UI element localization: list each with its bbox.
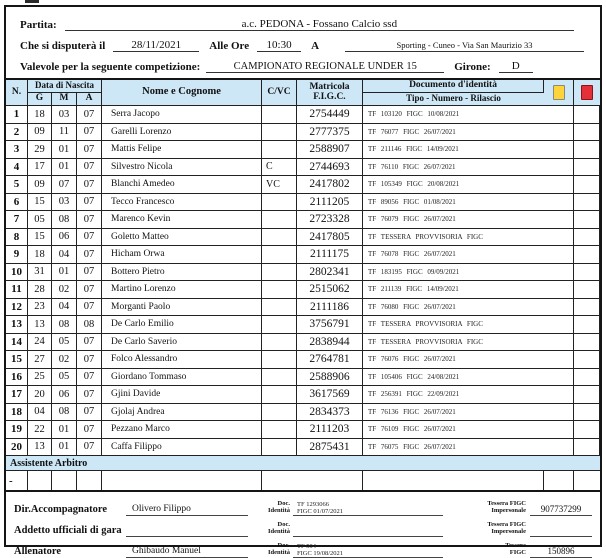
col-header-yellow xyxy=(544,80,574,106)
assistente-name xyxy=(102,471,262,490)
player-dob-month: 11 xyxy=(52,124,77,142)
player-matricola: 2875431 xyxy=(297,439,363,457)
assistente-dob-year xyxy=(77,471,102,490)
player-captain-flag xyxy=(262,404,297,422)
player-dob-year: 07 xyxy=(77,386,102,404)
yellow-card-cell xyxy=(544,334,574,352)
yellow-card-cell xyxy=(544,369,574,387)
col-header-matricola xyxy=(297,80,363,106)
player-number: 12 xyxy=(6,299,28,317)
assistente-yellow-cell xyxy=(544,471,574,490)
player-matricola: 2111203 xyxy=(297,421,363,439)
red-card-cell xyxy=(574,386,600,404)
player-name: Gjolaj Andrea xyxy=(102,404,262,422)
roster-table xyxy=(6,78,600,492)
player-captain-flag xyxy=(262,439,297,457)
player-matricola: 2777375 xyxy=(297,124,363,142)
tessera-value xyxy=(530,535,592,537)
time-value: 10:30 xyxy=(257,39,301,52)
player-name: Garelli Lorenzo xyxy=(102,124,262,142)
player-dob-month: 06 xyxy=(52,386,77,404)
yellow-card-cell xyxy=(544,159,574,177)
doc-identita-label: Doc. Identità xyxy=(267,521,290,536)
red-card-cell xyxy=(574,439,600,457)
player-captain-flag xyxy=(262,334,297,352)
player-document: TF 76110 FIGC 26/07/2021 xyxy=(363,159,544,177)
player-name: Silvestro Nicola xyxy=(102,159,262,177)
yellow-card-icon xyxy=(553,85,565,100)
player-number: 6 xyxy=(6,194,28,212)
assistente-red-cell xyxy=(574,471,600,490)
player-captain-flag: C xyxy=(262,159,297,177)
player-dob-month: 03 xyxy=(52,106,77,124)
yellow-card-cell xyxy=(544,194,574,212)
player-dob-year: 07 xyxy=(77,141,102,159)
player-number: 15 xyxy=(6,351,28,369)
player-dob-day: 17 xyxy=(28,159,52,177)
player-document: TF 76076 FIGC 26/07/2021 xyxy=(363,351,544,369)
player-number: 18 xyxy=(6,404,28,422)
player-dob-month: 02 xyxy=(52,281,77,299)
player-dob-year: 07 xyxy=(77,194,102,212)
player-captain-flag xyxy=(262,246,297,264)
player-name: De Carlo Saverio xyxy=(102,334,262,352)
player-dob-day: 22 xyxy=(28,421,52,439)
player-name: Goletto Matteo xyxy=(102,229,262,247)
yellow-card-cell xyxy=(544,246,574,264)
red-card-cell xyxy=(574,281,600,299)
player-dob-month: 01 xyxy=(52,159,77,177)
date-label: Che si disputerà il xyxy=(20,40,106,52)
official-name xyxy=(126,535,248,537)
yellow-card-cell xyxy=(544,229,574,247)
assistente-document xyxy=(363,471,544,490)
player-matricola: 2754449 xyxy=(297,106,363,124)
match-line xyxy=(20,12,590,31)
yellow-card-cell xyxy=(544,281,574,299)
player-document: TF 211146 FIGC 14/09/2021 xyxy=(363,141,544,159)
matricola-header-line1: Matricola xyxy=(309,81,350,92)
player-dob-day: 20 xyxy=(28,386,52,404)
player-dob-year: 07 xyxy=(77,229,102,247)
player-dob-day: 15 xyxy=(28,229,52,247)
player-dob-day: 18 xyxy=(28,246,52,264)
player-name: Gjini Davide xyxy=(102,386,262,404)
player-dob-year: 07 xyxy=(77,439,102,457)
player-dob-day: 15 xyxy=(28,194,52,212)
player-dob-day: 13 xyxy=(28,316,52,334)
yellow-card-cell xyxy=(544,351,574,369)
player-number: 9 xyxy=(6,246,28,264)
date-value: 28/11/2021 xyxy=(113,39,199,52)
yellow-card-cell xyxy=(544,141,574,159)
red-card-cell xyxy=(574,229,600,247)
official-doc-value: TF 1293066 FIGC 01/07/2021 xyxy=(293,501,443,516)
tessera-label: Tessera FIGC xyxy=(505,542,526,557)
time-label: Alle Ore xyxy=(209,40,250,52)
red-card-cell xyxy=(574,316,600,334)
player-number: 5 xyxy=(6,176,28,194)
role-label: Allenatore xyxy=(14,546,62,557)
player-dob-month: 08 xyxy=(52,316,77,334)
player-dob-month: 01 xyxy=(52,421,77,439)
player-number: 11 xyxy=(6,281,28,299)
player-document: TF 183195 FIGC 09/09/2021 xyxy=(363,264,544,282)
player-matricola: 2111186 xyxy=(297,299,363,317)
player-number: 20 xyxy=(6,439,28,457)
player-captain-flag xyxy=(262,369,297,387)
yellow-card-cell xyxy=(544,386,574,404)
red-card-cell xyxy=(574,334,600,352)
red-card-cell xyxy=(574,299,600,317)
col-header-document-sub: Tipo - Numero - Rilascio xyxy=(363,93,544,106)
player-matricola: 3617569 xyxy=(297,386,363,404)
player-dob-day: 24 xyxy=(28,334,52,352)
player-dob-day: 28 xyxy=(28,281,52,299)
player-document: TF TESSERA PROVVISORIA FIGC xyxy=(363,334,544,352)
player-dob-day: 31 xyxy=(28,264,52,282)
red-card-cell xyxy=(574,141,600,159)
venue-value: Sporting - Cuneo - Via San Maurizio 33 xyxy=(345,40,584,52)
competition-line xyxy=(20,54,590,73)
player-number: 4 xyxy=(6,159,28,177)
date-time-line xyxy=(20,33,590,52)
assistente-arbitro-band: Assistente Arbitro xyxy=(6,456,600,471)
player-name: Pezzano Marco xyxy=(102,421,262,439)
player-dob-month: 08 xyxy=(52,211,77,229)
player-dob-day: 05 xyxy=(28,211,52,229)
player-dob-year: 07 xyxy=(77,246,102,264)
player-dob-year: 07 xyxy=(77,176,102,194)
player-captain-flag xyxy=(262,211,297,229)
player-name: Folco Alessandro xyxy=(102,351,262,369)
player-captain-flag xyxy=(262,386,297,404)
player-dob-month: 05 xyxy=(52,369,77,387)
player-name: Hicham Orwa xyxy=(102,246,262,264)
at-label: A xyxy=(311,40,320,52)
player-matricola: 2111175 xyxy=(297,246,363,264)
player-number: 8 xyxy=(6,229,28,247)
player-matricola: 3756791 xyxy=(297,316,363,334)
player-matricola: 2744693 xyxy=(297,159,363,177)
player-captain-flag xyxy=(262,316,297,334)
girone-value: D xyxy=(499,60,533,73)
competition-label: Valevole per la seguente competizione: xyxy=(20,61,201,73)
player-dob-year: 07 xyxy=(77,404,102,422)
tessera-value: 150896 xyxy=(530,546,592,558)
col-header-number: N. xyxy=(6,80,28,106)
player-matricola: 2111205 xyxy=(297,194,363,212)
player-matricola: 2838944 xyxy=(297,334,363,352)
official-name: Ghibaudo Manuel xyxy=(126,546,248,558)
assistente-matricola xyxy=(297,471,363,490)
player-dob-day: 18 xyxy=(28,106,52,124)
player-document: TF 76079 FIGC 26/07/2021 xyxy=(363,211,544,229)
player-dob-month: 01 xyxy=(52,264,77,282)
player-captain-flag xyxy=(262,194,297,212)
player-captain-flag xyxy=(262,281,297,299)
official-row-addetto xyxy=(14,517,592,537)
red-card-cell xyxy=(574,369,600,387)
player-dob-year: 08 xyxy=(77,316,102,334)
player-document: TF TESSERA PROVVISORIA FIGC xyxy=(363,316,544,334)
player-captain-flag xyxy=(262,351,297,369)
player-dob-day: 25 xyxy=(28,369,52,387)
tessera-value: 907737299 xyxy=(530,504,592,516)
player-dob-day: 23 xyxy=(28,299,52,317)
player-dob-month: 02 xyxy=(52,351,77,369)
red-card-cell xyxy=(574,404,600,422)
red-card-cell xyxy=(574,106,600,124)
player-captain-flag xyxy=(262,299,297,317)
player-number: 1 xyxy=(6,106,28,124)
player-name: Martino Lorenzo xyxy=(102,281,262,299)
player-number: 13 xyxy=(6,316,28,334)
player-dob-month: 03 xyxy=(52,194,77,212)
official-row-accompagnatore xyxy=(14,496,592,516)
player-name: Giordano Tommaso xyxy=(102,369,262,387)
red-card-cell xyxy=(574,351,600,369)
player-document: TF TESSERA PROVVISORIA FIGC xyxy=(363,229,544,247)
player-matricola: 2588907 xyxy=(297,141,363,159)
player-name: Blanchi Amedeo xyxy=(102,176,262,194)
player-captain-flag xyxy=(262,421,297,439)
player-number: 7 xyxy=(6,211,28,229)
player-document: TF 256391 FIGC 22/09/2021 xyxy=(363,386,544,404)
competition-value: CAMPIONATO REGIONALE UNDER 15 xyxy=(206,61,444,73)
yellow-card-cell xyxy=(544,404,574,422)
tessera-label: Tessera FIGC Impersonale xyxy=(487,521,526,536)
player-document: TF 76078 FIGC 26/07/2021 xyxy=(363,246,544,264)
red-card-cell xyxy=(574,176,600,194)
red-card-cell xyxy=(574,159,600,177)
matricola-header-line2: F.I.G.C. xyxy=(313,91,346,102)
scan-artifact xyxy=(25,0,39,3)
yellow-card-cell xyxy=(544,439,574,457)
partita-label: Partita: xyxy=(20,19,57,31)
match-roster-form xyxy=(4,5,602,557)
player-dob-month: 01 xyxy=(52,439,77,457)
player-document: TF 89056 FIGC 01/08/2021 xyxy=(363,194,544,212)
player-document: TF 76075 FIGC 26/07/2021 xyxy=(363,439,544,457)
player-dob-year: 07 xyxy=(77,299,102,317)
player-name: Marenco Kevin xyxy=(102,211,262,229)
girone-label: Girone: xyxy=(454,61,491,73)
yellow-card-cell xyxy=(544,124,574,142)
player-dob-year: 07 xyxy=(77,159,102,177)
player-dob-day: 09 xyxy=(28,176,52,194)
player-document: TF 76136 FIGC 26/07/2021 xyxy=(363,404,544,422)
partita-value: a.c. PEDONA - Fossano Calcio ssd xyxy=(65,18,574,31)
red-card-cell xyxy=(574,264,600,282)
player-dob-day: 29 xyxy=(28,141,52,159)
tessera-label: Tessera FIGC Impersonale xyxy=(487,500,526,515)
player-document: TF 211139 FIGC 14/09/2021 xyxy=(363,281,544,299)
player-matricola: 2588906 xyxy=(297,369,363,387)
player-dob-year: 07 xyxy=(77,106,102,124)
official-name: Olivero Filippo xyxy=(126,504,248,516)
player-number: 14 xyxy=(6,334,28,352)
player-dob-year: 07 xyxy=(77,369,102,387)
player-matricola: 2417805 xyxy=(297,229,363,247)
player-dob-year: 07 xyxy=(77,124,102,142)
player-dob-day: 09 xyxy=(28,124,52,142)
player-document: TF 105406 FIGC 24/08/2021 xyxy=(363,369,544,387)
player-matricola: 2764781 xyxy=(297,351,363,369)
yellow-card-cell xyxy=(544,299,574,317)
yellow-card-cell xyxy=(544,106,574,124)
player-dob-month: 04 xyxy=(52,299,77,317)
player-matricola: 2515062 xyxy=(297,281,363,299)
official-row-allenatore xyxy=(14,538,592,558)
player-name: De Carlo Emilio xyxy=(102,316,262,334)
red-card-cell xyxy=(574,194,600,212)
player-matricola: 2417802 xyxy=(297,176,363,194)
red-card-cell xyxy=(574,124,600,142)
player-name: Serra Jacopo xyxy=(102,106,262,124)
player-captain-flag xyxy=(262,141,297,159)
official-doc-value: TF 594 FIGC 19/08/2021 xyxy=(293,543,443,558)
doc-identita-label: Doc. Identità xyxy=(267,542,290,557)
player-captain-flag xyxy=(262,106,297,124)
player-document: TF 105349 FIGC 20/08/2021 xyxy=(363,176,544,194)
player-captain-flag xyxy=(262,264,297,282)
assistente-dob-day xyxy=(28,471,52,490)
col-header-dob-month: M xyxy=(52,93,77,106)
role-label: Addetto ufficiali di gara xyxy=(14,525,122,536)
player-dob-month: 06 xyxy=(52,229,77,247)
player-number: 3 xyxy=(6,141,28,159)
player-number: 19 xyxy=(6,421,28,439)
player-dob-year: 07 xyxy=(77,281,102,299)
player-name: Tecco Francesco xyxy=(102,194,262,212)
red-card-cell xyxy=(574,421,600,439)
player-dob-month: 01 xyxy=(52,141,77,159)
player-dob-year: 07 xyxy=(77,334,102,352)
col-header-captain: C/VC xyxy=(262,80,297,106)
player-captain-flag xyxy=(262,229,297,247)
col-header-dob-year: A xyxy=(77,93,102,106)
player-name: Morganti Paolo xyxy=(102,299,262,317)
player-dob-day: 13 xyxy=(28,439,52,457)
red-card-icon xyxy=(581,85,593,100)
player-document: TF 76080 FIGC 26/07/2021 xyxy=(363,299,544,317)
red-card-cell xyxy=(574,211,600,229)
player-dob-year: 07 xyxy=(77,421,102,439)
doc-identita-label: Doc. Identità xyxy=(267,500,290,515)
assistente-number: - xyxy=(6,471,28,490)
col-header-name: Nome e Cognome xyxy=(102,80,262,106)
player-dob-year: 07 xyxy=(77,351,102,369)
player-dob-month: 05 xyxy=(52,334,77,352)
yellow-card-cell xyxy=(544,421,574,439)
player-matricola: 2723328 xyxy=(297,211,363,229)
col-header-dob-day: G xyxy=(28,93,52,106)
yellow-card-cell xyxy=(544,176,574,194)
player-number: 2 xyxy=(6,124,28,142)
official-doc-value xyxy=(293,536,443,537)
col-header-dob: Data di Nascita xyxy=(28,80,102,93)
player-captain-flag: VC xyxy=(262,176,297,194)
player-name: Mattis Felipe xyxy=(102,141,262,159)
yellow-card-cell xyxy=(544,211,574,229)
player-matricola: 2802341 xyxy=(297,264,363,282)
player-document: TF 103120 FIGC 10/08/2021 xyxy=(363,106,544,124)
assistente-dob-month xyxy=(52,471,77,490)
player-dob-year: 07 xyxy=(77,264,102,282)
player-dob-month: 08 xyxy=(52,404,77,422)
assistente-captain-flag xyxy=(262,471,297,490)
col-header-red xyxy=(574,80,600,106)
col-header-document: Documento d'identità xyxy=(363,80,544,93)
player-dob-month: 07 xyxy=(52,176,77,194)
player-dob-month: 04 xyxy=(52,246,77,264)
red-card-cell xyxy=(574,246,600,264)
player-name: Caffa Filippo xyxy=(102,439,262,457)
player-dob-day: 27 xyxy=(28,351,52,369)
form-header xyxy=(6,7,600,73)
player-matricola: 2834373 xyxy=(297,404,363,422)
player-number: 16 xyxy=(6,369,28,387)
role-label: Dir.Accompagnatore xyxy=(14,504,108,515)
yellow-card-cell xyxy=(544,264,574,282)
player-document: TF 76077 FIGC 26/07/2021 xyxy=(363,124,544,142)
player-captain-flag xyxy=(262,124,297,142)
player-document: TF 76109 FIGC 26/07/2021 xyxy=(363,421,544,439)
player-name: Bottero Pietro xyxy=(102,264,262,282)
player-number: 10 xyxy=(6,264,28,282)
yellow-card-cell xyxy=(544,316,574,334)
player-number: 17 xyxy=(6,386,28,404)
player-dob-year: 07 xyxy=(77,211,102,229)
player-dob-day: 04 xyxy=(28,404,52,422)
